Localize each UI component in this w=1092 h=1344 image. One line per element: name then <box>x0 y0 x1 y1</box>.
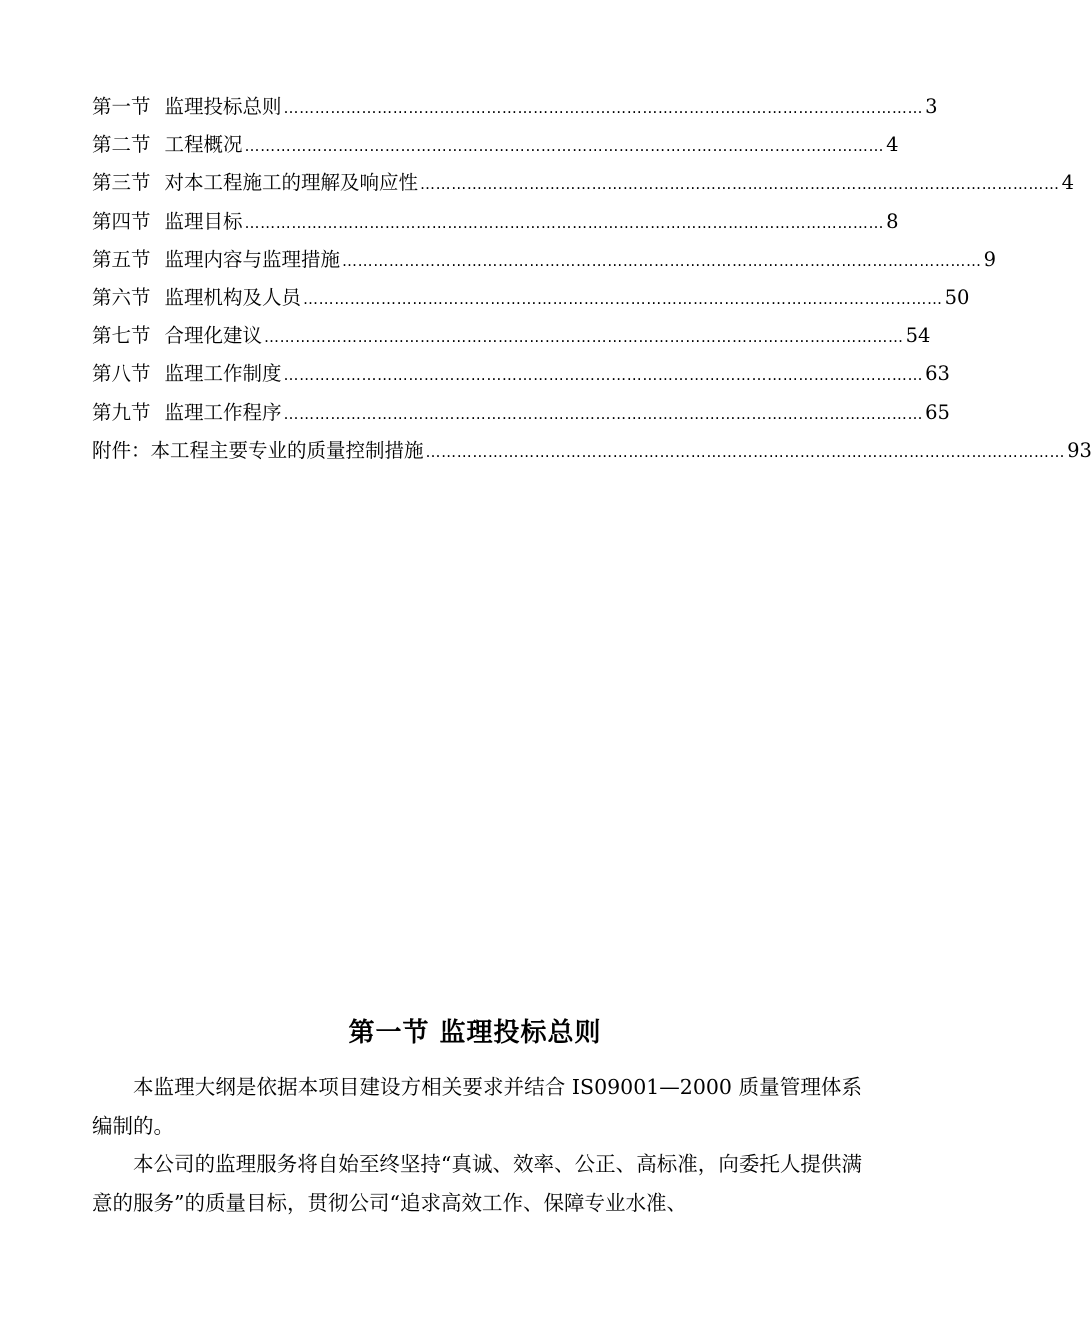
toc-entry-number: 第九节 <box>92 400 151 424</box>
toc-entry-page: 50 <box>944 285 970 309</box>
toc-entry-title: 合理化建议 <box>164 324 263 348</box>
toc-entry-title: 监理机构及人员 <box>164 285 302 309</box>
toc-entry[interactable] <box>92 355 950 393</box>
toc-entry-number: 附件： <box>92 438 151 462</box>
toc-entry-title: 工程概况 <box>164 133 243 157</box>
toc-entry-page: 4 <box>1061 171 1075 195</box>
toc-entry-page: 9 <box>983 247 997 271</box>
toc-entry-number: 第二节 <box>92 133 151 157</box>
toc-leader: …………………………………………………………………………………………………………… <box>283 99 924 117</box>
toc-entry-title: 对本工程施工的理解及响应性 <box>164 171 419 195</box>
toc-entry-page: 65 <box>925 400 950 424</box>
section-body <box>92 1068 862 1222</box>
toc-entry-page: 54 <box>905 324 931 348</box>
section-heading: 第一节 监理投标总则 <box>348 1018 602 1048</box>
toc-entry-number: 第四节 <box>92 209 151 233</box>
toc-entry[interactable] <box>92 241 997 279</box>
toc-entry-number: 第七节 <box>92 324 151 348</box>
toc-entry-title: 本工程主要专业的质量控制措施 <box>150 438 424 462</box>
toc-entry[interactable] <box>92 164 1075 202</box>
toc-entry-page: 3 <box>925 95 938 118</box>
toc-entry-number: 第六节 <box>92 285 151 309</box>
toc-leader: …………………………………………………………………………………………………………… <box>283 366 924 385</box>
toc-leader: …………………………………………………………………………………………………………… <box>244 213 885 232</box>
toc-entry[interactable] <box>92 279 970 317</box>
table-of-contents <box>92 88 1092 470</box>
toc-leader: …………………………………………………………………………………………………………… <box>342 251 982 270</box>
toc-entry[interactable] <box>92 432 1092 470</box>
toc-leader: …………………………………………………………………………………………………………… <box>244 137 885 156</box>
toc-entry[interactable] <box>92 126 899 164</box>
toc-leader: …………………………………………………………………………………………………………… <box>264 328 904 347</box>
toc-entry[interactable] <box>92 317 931 355</box>
toc-entry-title: 监理目标 <box>164 209 243 233</box>
toc-entry-title: 监理工作程序 <box>164 400 282 424</box>
toc-leader: …………………………………………………………………………………………………………… <box>303 289 943 308</box>
toc-entry-title: 监理投标总则 <box>164 95 282 118</box>
toc-entry-title: 监理工作制度 <box>164 362 282 386</box>
toc-entry-page: 4 <box>886 133 899 157</box>
toc-leader: …………………………………………………………………………………………………………… <box>283 404 924 423</box>
toc-entry-number: 第三节 <box>92 171 151 195</box>
toc-entry-page: 63 <box>925 362 950 386</box>
paragraph: 本公司的监理服务将自始至终坚持“真诚、效率、公正、高标准，向委托人提供满意的服务”的质量目标，贯彻公司“追求高效工作、保障专业水准、 <box>92 1152 862 1215</box>
paragraph: 本监理大纲是依据本项目建设方相关要求并结合 IS09001—2000 质量管理体系编制的。 <box>92 1075 862 1138</box>
toc-leader: …………………………………………………………………………………………………………… <box>420 175 1060 194</box>
toc-leader: …………………………………………………………………………………………………………… <box>425 442 1066 461</box>
toc-entry[interactable] <box>92 88 938 126</box>
toc-entry-title: 监理内容与监理措施 <box>164 247 341 271</box>
toc-entry-page: 8 <box>886 209 899 233</box>
toc-entry-page: 93 <box>1067 438 1092 462</box>
toc-entry[interactable] <box>92 203 899 241</box>
toc-entry-number: 第八节 <box>92 362 151 386</box>
toc-entry-number: 第五节 <box>92 247 151 271</box>
toc-entry-number: 第一节 <box>92 95 151 118</box>
toc-entry[interactable] <box>92 394 950 432</box>
